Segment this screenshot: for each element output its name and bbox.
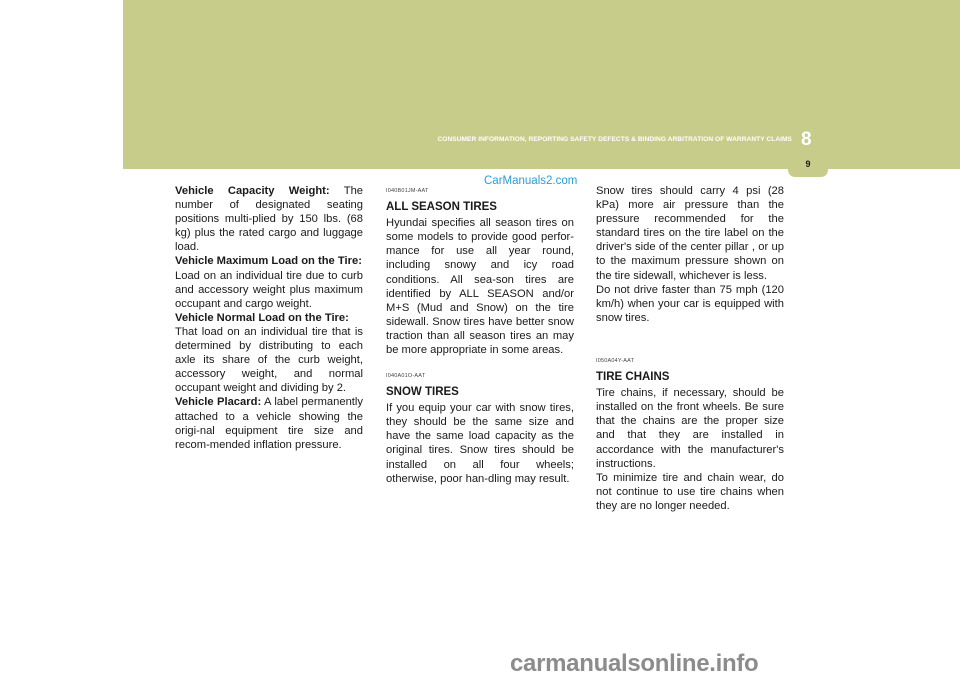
definition-max-load xyxy=(175,254,363,310)
term: Vehicle Capacity Weight: xyxy=(175,185,330,197)
section-heading: SNOW TIRES xyxy=(386,386,459,399)
paragraph: Snow tires should carry 4 psi (28 kPa) more air pressure than the pressure recommended for the standard tires on the tire label on the driver's side of the center pillar , or up to the maximum pressure shown on the tire sidewall, whichever is less. xyxy=(596,185,784,282)
tire-chains-section xyxy=(596,354,784,513)
snow-tire-pressure-text xyxy=(596,184,784,325)
definition-placard xyxy=(175,395,363,451)
definition-text: A label permanently attached to a vehicle showing the origi-nal equipment tire size and recom-mended inflation pressure. xyxy=(175,396,363,451)
section-heading: ALL SEASON TIRES xyxy=(386,201,497,214)
term: Vehicle Placard: xyxy=(175,396,262,409)
section-body: To minimize tire and chain wear, do not continue to use tire chains when they are no longer needed. xyxy=(596,471,784,512)
definition-text: Load on an individual tire due to curb and accessory weight plus maximum occupant and cargo weight. xyxy=(175,269,363,310)
section-code: I040B01JM-AAT xyxy=(386,188,429,194)
definition-text: That load on an individual tire that is determined by distributing to each axle its share of the curb weight, accessory weight, and normal occupant weight and dividing by 2. xyxy=(175,325,363,395)
term: Vehicle Maximum Load on the Tire: xyxy=(175,255,362,268)
page-number: 9 xyxy=(805,159,811,169)
section-code: I050A04Y-AAT xyxy=(596,358,635,364)
section-body: If you equip your car with snow tires, they should be the same size and have the same load capacity as the original tires. Snow tires should be installed on all four wheels; otherwise, poor han-dling may result. xyxy=(386,402,574,485)
definitions-column xyxy=(175,184,363,452)
snow-tires-section xyxy=(386,369,574,486)
all-season-section xyxy=(386,184,574,357)
chapter-number: 8 xyxy=(801,129,812,150)
footer-watermark: carmanualsonline.info xyxy=(510,650,759,677)
term: Vehicle Normal Load on the Tire: xyxy=(175,311,349,324)
section-heading: TIRE CHAINS xyxy=(596,371,670,384)
definition-text: The number of designated seating positions multi-plied by 150 lbs. (68 kg) plus the rated cargo and luggage load. xyxy=(175,185,364,254)
paragraph: Do not drive faster than 75 mph (120 km/h) when your car is equipped with snow tires. xyxy=(596,283,784,324)
definition-normal-load xyxy=(175,311,363,396)
watermark-link[interactable]: CarManuals2.com xyxy=(484,175,578,187)
definition-capacity-weight xyxy=(175,184,363,254)
section-code: I040A01O-AAT xyxy=(386,373,426,379)
header-band xyxy=(123,0,960,169)
section-body: Tire chains, if necessary, should be installed on the front wheels. Be sure that the chains are the proper size and that they are installed in accordance with the manufacturer's instructions. xyxy=(596,387,784,470)
section-body: Hyundai specifies all season tires on some models to provide good perfor-mance for use all year round, including snowy and icy road conditions. All sea-son tires are identified by ALL SEASON and/or M+S (Mud and Snow) on the tire sidewall. Snow tires have better snow traction than all season tires an may be more appropriate in some areas. xyxy=(386,217,574,357)
chapter-title: CONSUMER INFORMATION, REPORTING SAFETY DEFECTS & BINDING ARBITRATION OF WARRANTY CLAIMS xyxy=(437,136,792,143)
